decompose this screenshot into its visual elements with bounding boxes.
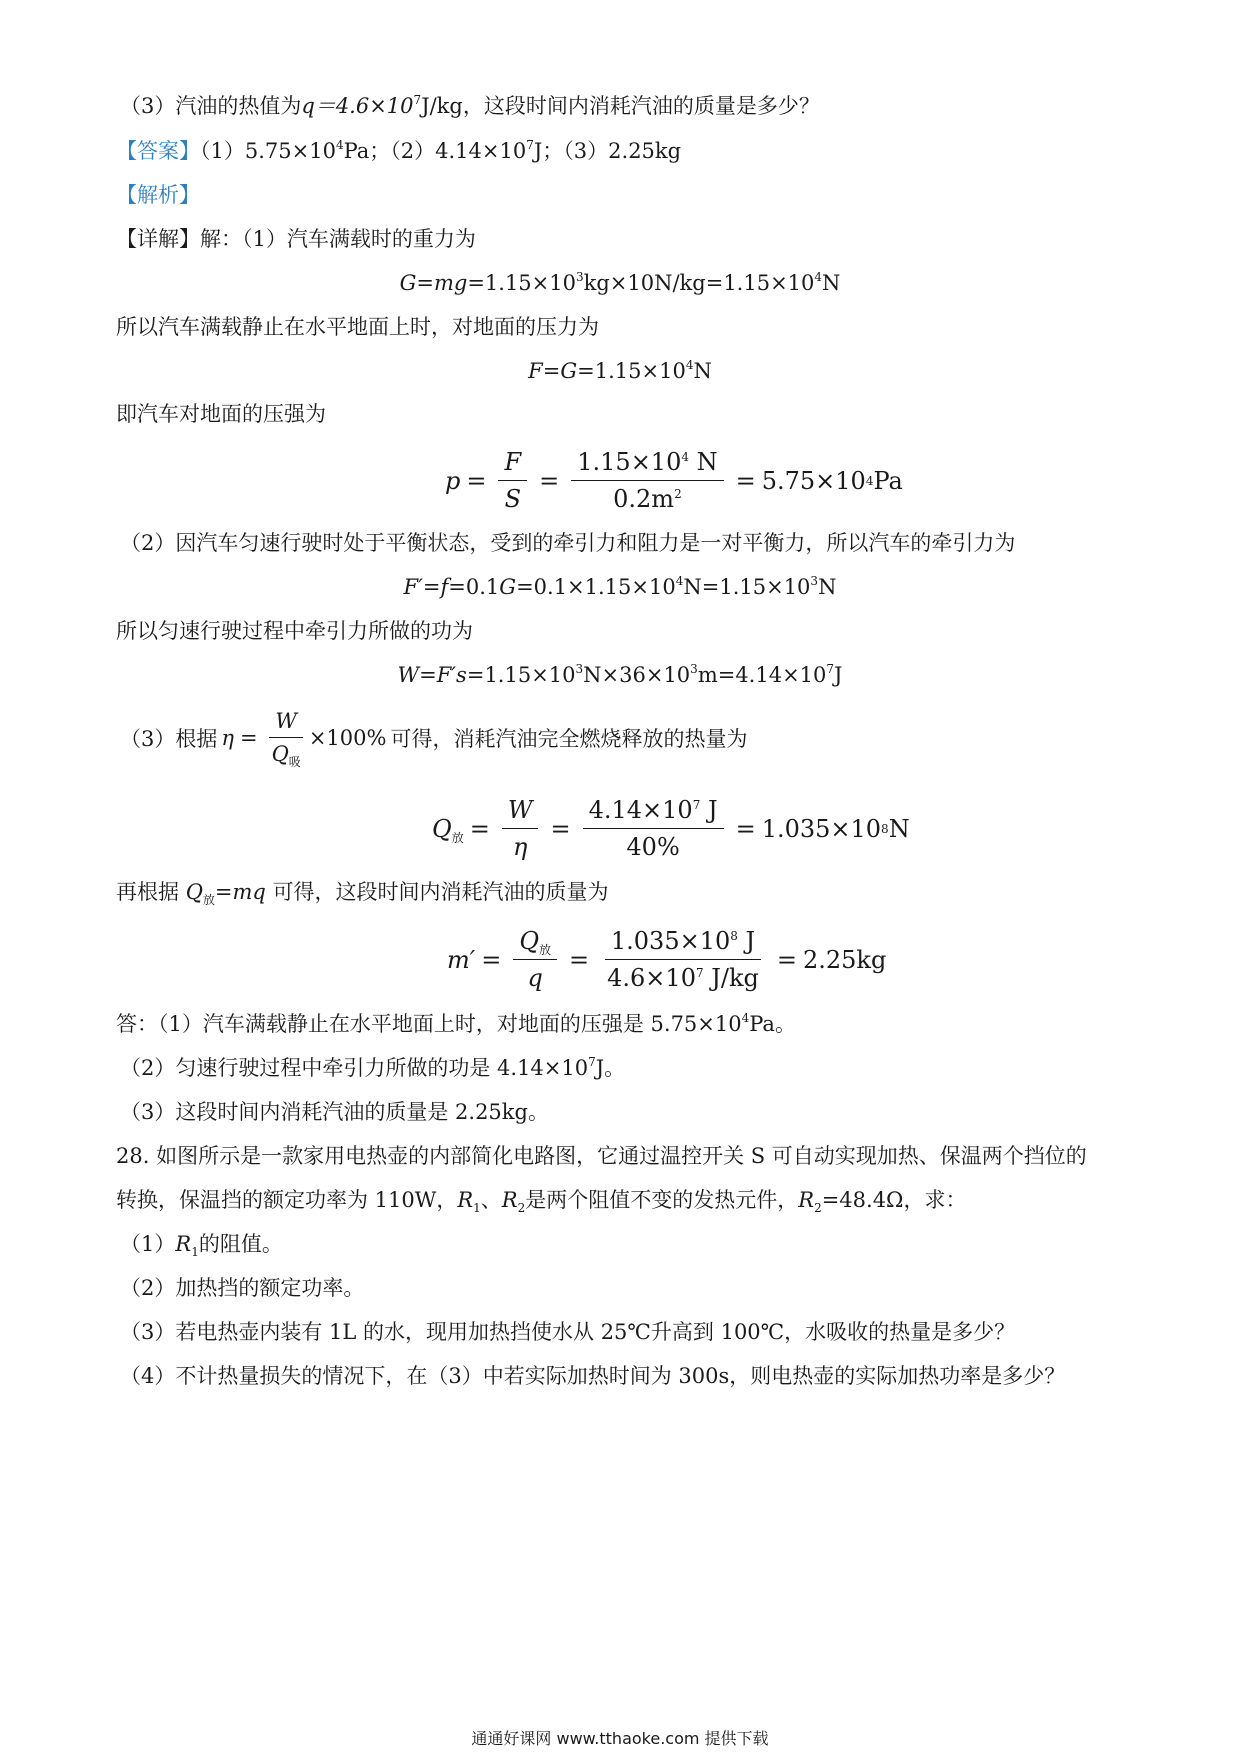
fraction-w-over-q: $\frac{W}{Q_吸}$: [266, 708, 307, 767]
page-footer: 通通好课网 www.tthaoke.com 提供下载: [471, 1729, 769, 1748]
equation-heat: $Q_放$ = $\frac{W}{\eta}$ = $\frac{4.14\times 10^7 J}{40\%}$ = 1.035×10 8 N: [432, 796, 910, 861]
equation-gravity: $G=mg=1.15\times 10^3kg\times 10N/kg=1.15\times 10^4N$: [399, 270, 841, 295]
answer-tag: 【答案】: [116, 139, 200, 163]
fraction-w-over-eta: $\frac{W}{\eta}$: [502, 795, 539, 862]
problem-28-q4: （4）不计热量损失的情况下，在（3）中若实际加热时间为 300s，则电热壶的实际加热功率是多少？: [120, 1364, 1066, 1388]
problem-28-line-1: 28. 如图所示是一款家用电热壶的内部简化电路图，它通过温控开关 S 可自动实现加热、保温两个挡位的: [116, 1144, 1087, 1168]
q3-efficiency-line: （3）根据 η = $\frac{W}{Q_吸}$ ×100% 可得，消耗汽油完全燃烧释放的热量为: [120, 709, 748, 769]
equation-work: $W=F's=1.15\times 10^3N\times 36\times 10^3m=4.14\times 10^7J$: [397, 662, 843, 687]
problem-28-q1: $(1)R_1$的阻值。: [120, 1232, 283, 1259]
answer-line: 【答案】$(1)5.75\times 10^4Pa$；$(2)4.14\times 10^7J$；（3）2.25kg: [116, 138, 682, 163]
fraction-heat-value: $\frac{4.14\times 10^7 J}{40\%}$: [583, 795, 724, 862]
pressure-line: 即汽车对地面的压强为: [116, 402, 326, 426]
fraction-f-over-s: $\frac{F}{S}$: [498, 447, 527, 514]
problem-28-line-2: 转换，保温挡的额定功率为 110W，$R_1$、$R_2$是两个阻值不变的发热元件，$R_2=48.4\Omega$，求：: [116, 1188, 967, 1215]
problem-28-q2: （2）加热挡的额定功率。: [120, 1276, 365, 1300]
conclusion-1: 答：（1）汽车满载静止在水平地面上时，对地面的压强是 $5.75\times 10^4Pa$。: [116, 1011, 796, 1036]
fraction-pressure-value: $\frac{1.15\times 10^4 N}{0.2m^2}$: [571, 447, 723, 514]
equation-mass: m′ = $\frac{Q_放}{q}$ = $\frac{1.035\times 10^8 J}{4.6\times 10^7 J/kg}$ = 2.25kg: [447, 927, 887, 992]
problem-28-q3: （3）若电热壶内装有 1L 的水，现用加热挡使水从 25℃升高到 100℃，水吸收的热量是多少？: [120, 1320, 1016, 1344]
analysis-tag: 【解析】: [116, 183, 200, 207]
work-line: 所以匀速行驶过程中牵引力所做的功为: [116, 619, 473, 643]
fraction-mass-value: $\frac{1.035\times 10^8 J}{4.6\times 10^7 J/kg}$: [601, 926, 765, 993]
equation-traction: $F'=f=0.1G=0.1\times 1.15\times 10^4N=1.15\times 10^3N$: [403, 574, 837, 599]
equation-force: $F=G=1.15\times 10^4N$: [528, 358, 712, 383]
question-3-text: （3）汽油的热值为$q=4.6\times 10^7J/kg$，这段时间内消耗汽油的质量是多少？: [120, 93, 820, 118]
pressure-force-line: 所以汽车满载静止在水平地面上时，对地面的压力为: [116, 315, 599, 339]
conclusion-3: （3）这段时间内消耗汽油的质量是 2.25kg。: [120, 1100, 549, 1124]
mass-line: 再根据 $Q_放=mq$ 可得，这段时间内消耗汽油的质量为: [116, 880, 609, 907]
q2-explanation: （2）因汽车匀速行驶时处于平衡状态，受到的牵引力和阻力是一对平衡力，所以汽车的牵引力为: [120, 531, 1016, 555]
equation-pressure: p = $\frac{F}{S}$ = $\frac{1.15\times 10^4 N}{0.2m^2}$ = 5.75×10 4 Pa: [445, 448, 903, 513]
conclusion-2: （2）匀速行驶过程中牵引力所做的功是 $4.14\times 10^7J$。: [120, 1055, 626, 1080]
detail-line: 【详解】解：（1）汽车满载时的重力为: [116, 227, 476, 251]
fraction-q-over-q: $\frac{Q_放}{q}$: [513, 926, 557, 993]
analysis-line: [116, 181, 200, 209]
